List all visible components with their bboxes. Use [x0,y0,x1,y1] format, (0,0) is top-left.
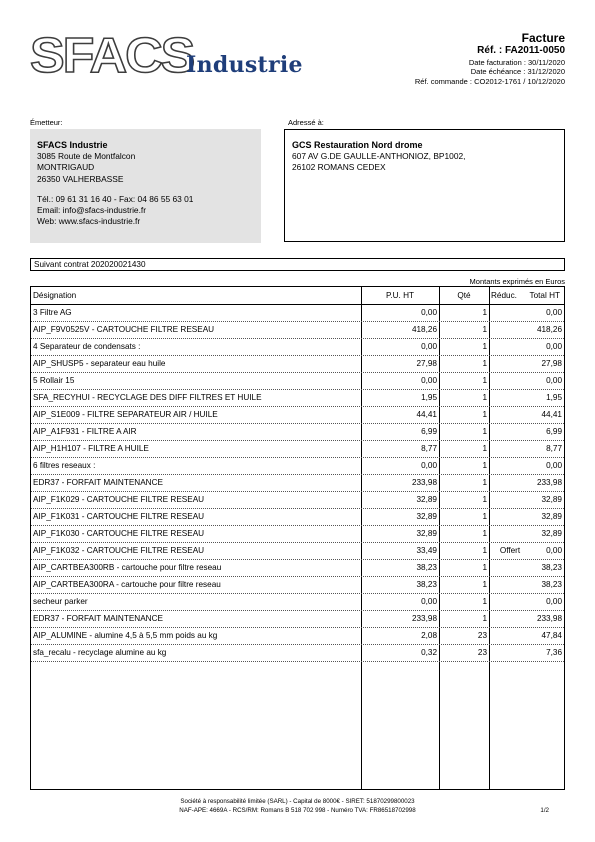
cell-total: 8,77 [546,444,562,453]
recipient-address-line2: 26102 ROMANS CEDEX [292,162,386,173]
cell-quantity: 1 [482,597,487,606]
cell-total: 38,23 [541,580,562,589]
cell-unit-price: 233,98 [411,478,437,487]
cell-quantity: 1 [482,376,487,385]
logo-industrie-text: Industrie [186,52,303,78]
cell-total: 32,89 [541,495,562,504]
cell-total: 233,98 [536,478,562,487]
cell-total: 44,41 [541,410,562,419]
cell-quantity: 1 [482,427,487,436]
cell-unit-price: 0,00 [421,342,437,351]
table-row [31,644,564,662]
cell-total: 7,36 [546,648,562,657]
table-row [31,610,564,628]
footer-line1: Société à responsabilité limitée (SARL) - Capital de 8000€ - SIRET: 51870299800023 [180,798,415,805]
cell-total: 0,00 [546,342,562,351]
table-row [31,542,564,560]
cell-total: 0,00 [546,308,562,317]
invoice-lines-table [30,286,565,790]
cell-designation: 4 Separateur de condensats : [33,342,141,351]
footer-line2: NAF-APE: 4669A - RCS/RM: Romans B 518 702 998 - Numéro TVA: FR86518702998 [179,806,416,814]
recipient-label: Adressé à: [288,118,324,127]
cell-unit-price: 1,95 [421,393,437,402]
cell-total: 233,98 [536,614,562,623]
cell-total: 38,23 [541,563,562,572]
document-title: Facture [521,31,565,45]
emitter-phone: Tél.: 09 61 31 16 40 - Fax: 04 86 55 63 01 [37,193,194,204]
cell-designation: AIP_H1H107 - FILTRE A HUILE [33,444,149,453]
table-row [31,338,564,356]
emitter-email: Email: info@sfacs-industrie.fr [37,205,147,216]
cell-quantity: 1 [482,410,487,419]
cell-quantity: 1 [482,325,487,334]
cell-unit-price: 0,00 [421,376,437,385]
order-reference: Réf. commande : CO2012-1761 / 10/12/2020 [414,77,565,86]
cell-designation: EDR37 - FORFAIT MAINTENANCE [33,614,163,623]
cell-designation: AIP_CARTBEA300RA - cartouche pour filtre reseau [33,580,221,589]
emitter-address-line1: 3085 Route de Montfalcon [37,151,136,162]
table-row [31,559,564,577]
table-row [31,321,564,339]
table-row [31,355,564,373]
legal-footer [0,798,595,815]
cell-total: 47,84 [541,631,562,640]
cell-designation: 6 filtres reseaux : [33,461,96,470]
cell-unit-price: 418,26 [411,325,437,334]
cell-unit-price: 0,32 [421,648,437,657]
table-row [31,508,564,526]
header-designation: Désignation [33,291,77,300]
table-row [31,491,564,509]
recipient-name: GCS Restauration Nord drome [292,140,423,150]
header-unit-price: P.U. HT [385,291,415,300]
cell-quantity: 1 [482,393,487,402]
header-total: Total HT [529,291,560,300]
cell-designation: AIP_SHUSP5 - separateur eau huile [33,359,166,368]
cell-total: 0,00 [546,597,562,606]
emitter-web: Web: www.sfacs-industrie.fr [37,216,141,227]
company-logo [30,28,320,92]
currency-note: Montants exprimés en Euros [469,277,565,286]
cell-designation: SFA_RECYHUI - RECYCLAGE DES DIFF FILTRES ET HUILE [33,393,262,402]
emitter-box [30,129,261,243]
header-quantity: Qté [457,291,471,300]
cell-total: 6,99 [546,427,562,436]
cell-quantity: 1 [482,529,487,538]
cell-quantity: 23 [477,648,487,657]
cell-quantity: 23 [477,631,487,640]
cell-quantity: 1 [482,444,487,453]
table-row [31,304,564,322]
cell-quantity: 1 [482,308,487,317]
cell-quantity: 1 [482,342,487,351]
due-date: Date échéance : 31/12/2020 [470,67,565,76]
cell-designation: EDR37 - FORFAIT MAINTENANCE [33,478,163,487]
cell-total: 0,00 [546,461,562,470]
cell-unit-price: 32,89 [416,529,437,538]
cell-designation: AIP_ALUMINE - alumine 4,5 à 5,5 mm poids au kg [33,631,218,640]
logo-sfacs-text: SFACS [30,28,194,84]
table-row [31,576,564,594]
recipient-address-line1: 607 AV G.DE GAULLE-ANTHONIOZ, BP1002, [292,151,466,162]
cell-designation: secheur parker [33,597,88,606]
cell-unit-price: 44,41 [416,410,437,419]
cell-unit-price: 6,99 [421,427,437,436]
recipient-box [284,129,565,242]
cell-quantity: 1 [482,546,487,555]
cell-total: 0,00 [546,376,562,385]
cell-quantity: 1 [482,461,487,470]
cell-unit-price: 32,89 [416,512,437,521]
cell-total: 27,98 [541,359,562,368]
cell-unit-price: 32,89 [416,495,437,504]
cell-quantity: 1 [482,495,487,504]
table-row [31,525,564,543]
table-row [31,474,564,492]
table-row [31,406,564,424]
invoice-date: Date facturation : 30/11/2020 [468,58,565,67]
table-row [31,440,564,458]
table-row [31,627,564,645]
cell-designation: 5 Rollair 15 [33,376,75,385]
table-row [31,389,564,407]
cell-total: 1,95 [546,393,562,402]
table-row [31,372,564,390]
cell-designation: AIP_CARTBEA300RB - cartouche pour filtre reseau [33,563,222,572]
cell-unit-price: 0,00 [421,597,437,606]
cell-unit-price: 0,00 [421,461,437,470]
cell-total: 0,00 [546,546,562,555]
cell-quantity: 1 [482,563,487,572]
cell-quantity: 1 [482,580,487,589]
cell-designation: AIP_F1K031 - CARTOUCHE FILTRE RESEAU [33,512,205,521]
header-discount: Réduc. [491,291,517,300]
table-row [31,423,564,441]
table-row [31,457,564,475]
cell-designation: AIP_F1K029 - CARTOUCHE FILTRE RESEAU [33,495,205,504]
cell-designation: sfa_recalu - recyclage alumine au kg [33,648,167,657]
cell-designation: AIP_F1K030 - CARTOUCHE FILTRE RESEAU [33,529,205,538]
cell-quantity: 1 [482,512,487,521]
cell-discount: Offert [499,546,521,555]
emitter-label: Émetteur: [30,118,63,127]
invoice-reference: Réf. : FA2011-0050 [477,45,565,56]
cell-designation: AIP_S1E009 - FILTRE SEPARATEUR AIR / HUILE [33,410,218,419]
emitter-name: SFACS Industrie [37,140,108,150]
cell-quantity: 1 [482,478,487,487]
cell-designation: 3 Filtre AG [33,308,72,317]
cell-unit-price: 2,08 [421,631,437,640]
cell-unit-price: 38,23 [416,580,437,589]
cell-total: 418,26 [536,325,562,334]
emitter-address-line2: MONTRIGAUD [37,162,95,173]
cell-designation: AIP_F1K032 - CARTOUCHE FILTRE RESEAU [33,546,205,555]
cell-quantity: 1 [482,359,487,368]
cell-unit-price: 0,00 [421,308,437,317]
cell-unit-price: 27,98 [416,359,437,368]
cell-unit-price: 233,98 [411,614,437,623]
cell-unit-price: 33,49 [416,546,437,555]
emitter-address-line3: 26350 VALHERBASSE [37,173,124,184]
table-row [31,593,564,611]
contract-reference: Suivant contrat 202020021430 [30,258,565,271]
cell-total: 32,89 [541,529,562,538]
cell-unit-price: 38,23 [416,563,437,572]
table-header [31,287,564,305]
page-number: 1/2 [540,807,549,814]
cell-total: 32,89 [541,512,562,521]
cell-designation: AIP_A1F931 - FILTRE A AIR [33,427,137,436]
cell-quantity: 1 [482,614,487,623]
cell-unit-price: 8,77 [421,444,437,453]
cell-designation: AIP_F9V0525V - CARTOUCHE FILTRE RESEAU [33,325,215,334]
